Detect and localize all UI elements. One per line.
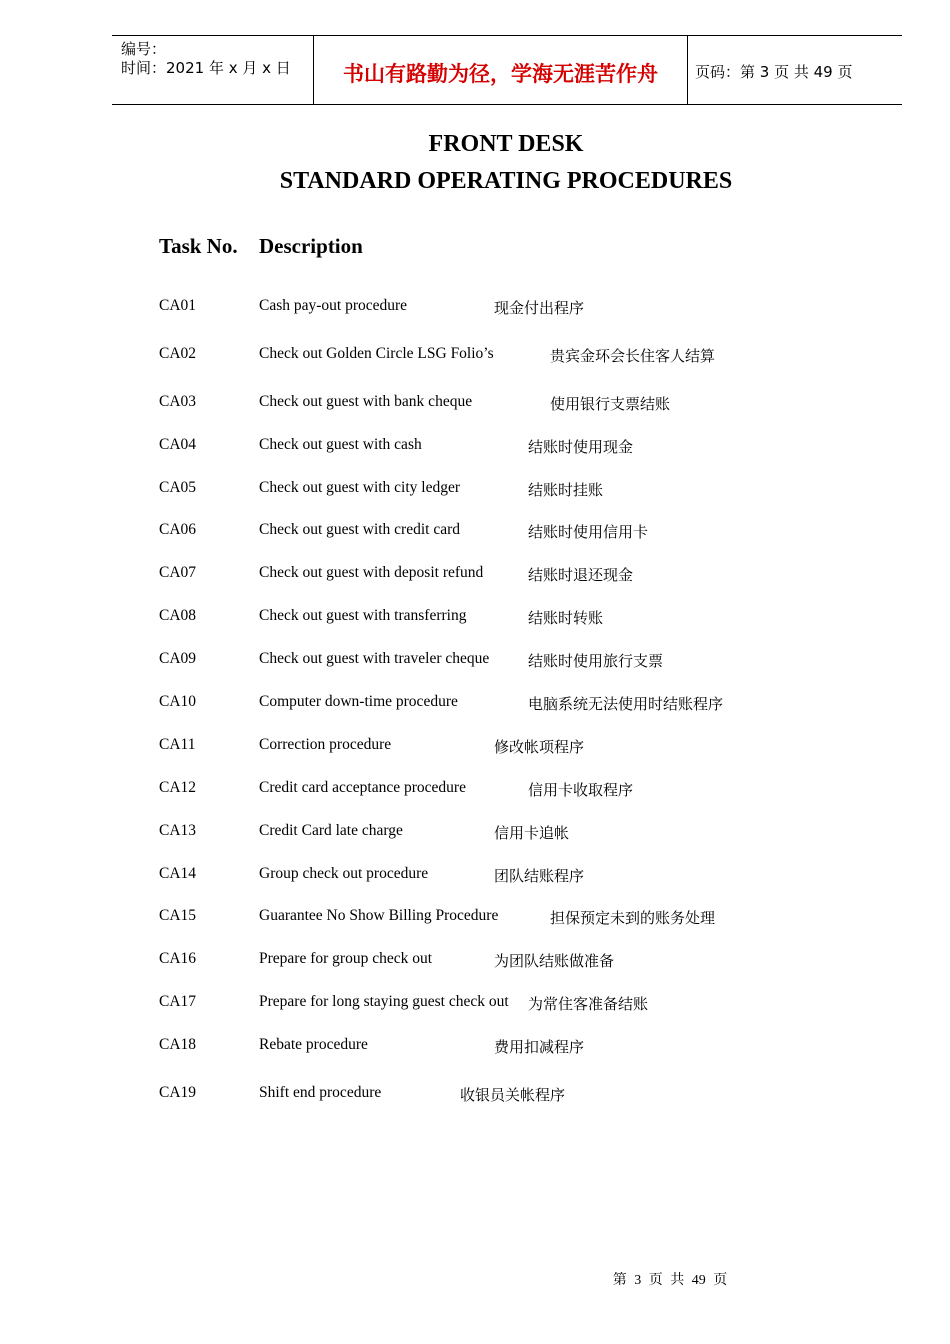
task-chinese-description: 为常住客准备结账 xyxy=(528,995,649,1013)
task-chinese-description: 信用卡收取程序 xyxy=(528,781,634,799)
task-row xyxy=(0,865,950,889)
task-row xyxy=(0,779,950,803)
task-number: CA02 xyxy=(159,345,197,362)
header-right-cell xyxy=(687,36,902,104)
task-number: CA15 xyxy=(159,907,197,924)
task-chinese-description: 结账时挂账 xyxy=(528,481,604,499)
task-chinese-description: 为团队结账做准备 xyxy=(494,952,615,970)
task-row xyxy=(0,736,950,760)
task-number: CA18 xyxy=(159,1036,197,1053)
task-description: Group check out procedure xyxy=(259,865,429,882)
task-description: Check out Golden Circle LSG Folio’s xyxy=(259,345,494,362)
task-chinese-description: 现金付出程序 xyxy=(494,299,585,317)
task-number: CA14 xyxy=(159,865,197,882)
task-number: CA10 xyxy=(159,693,197,710)
task-number: CA19 xyxy=(159,1084,197,1101)
task-chinese-description: 修改帐项程序 xyxy=(494,738,585,756)
task-description: Computer down-time procedure xyxy=(259,693,458,710)
task-number: CA13 xyxy=(159,822,197,839)
task-description: Prepare for long staying guest check out xyxy=(259,993,509,1010)
header-left-cell xyxy=(112,36,313,104)
task-description: Check out guest with cash xyxy=(259,436,422,453)
task-row xyxy=(0,479,950,503)
task-description: Guarantee No Show Billing Procedure xyxy=(259,907,499,924)
task-chinese-description: 结账时转账 xyxy=(528,609,604,627)
task-chinese-description: 团队结账程序 xyxy=(494,867,585,885)
task-description: Check out guest with deposit refund xyxy=(259,564,484,581)
task-description: Check out guest with credit card xyxy=(259,521,461,538)
task-number: CA04 xyxy=(159,436,197,453)
page-header xyxy=(112,35,902,105)
task-number: CA03 xyxy=(159,393,197,410)
task-chinese-description: 费用扣减程序 xyxy=(494,1038,585,1056)
description-heading: Description xyxy=(259,234,363,258)
task-description: Prepare for group check out xyxy=(259,950,433,967)
task-number: CA11 xyxy=(159,736,196,753)
task-number: CA09 xyxy=(159,650,197,667)
task-description: Check out guest with bank cheque xyxy=(259,393,473,410)
task-row xyxy=(0,564,950,588)
task-description: Check out guest with city ledger xyxy=(259,479,461,496)
task-row xyxy=(0,1084,950,1108)
task-chinese-description: 结账时使用现金 xyxy=(528,438,634,456)
header-page-number: 页码：第 3 页 共 49 页 xyxy=(695,63,853,81)
task-description: Check out guest with traveler cheque xyxy=(259,650,490,667)
task-number: CA08 xyxy=(159,607,197,624)
task-chinese-description: 电脑系统无法使用时结账程序 xyxy=(528,695,724,713)
task-chinese-description: 结账时使用旅行支票 xyxy=(528,652,664,670)
task-number-heading: Task No. xyxy=(159,234,238,258)
task-chinese-description: 使用银行支票结账 xyxy=(550,395,671,413)
task-row xyxy=(0,693,950,717)
task-row xyxy=(0,521,950,545)
task-chinese-description: 贵宾金环会长住客人结算 xyxy=(550,347,716,365)
task-row xyxy=(0,822,950,846)
task-number: CA12 xyxy=(159,779,197,796)
task-number: CA06 xyxy=(159,521,197,538)
task-number: CA16 xyxy=(159,950,197,967)
task-number: CA01 xyxy=(159,297,197,314)
serial-number-label: 编号： xyxy=(121,40,167,58)
header-middle-cell xyxy=(313,36,688,104)
task-chinese-description: 担保预定未到的账务处理 xyxy=(550,909,716,927)
task-row xyxy=(0,436,950,460)
task-number: CA05 xyxy=(159,479,197,496)
task-chinese-description: 信用卡追帐 xyxy=(494,824,570,842)
task-description: Rebate procedure xyxy=(259,1036,368,1053)
task-description: Check out guest with transferring xyxy=(259,607,467,624)
task-description: Cash pay-out procedure xyxy=(259,297,408,314)
date-label: 时间：2021 年 x 月 x 日 xyxy=(121,59,291,77)
task-row xyxy=(0,907,950,931)
task-row xyxy=(0,650,950,674)
task-chinese-description: 结账时退还现金 xyxy=(528,566,634,584)
task-row xyxy=(0,393,950,417)
document-title-line1: FRONT DESK xyxy=(428,131,584,157)
task-number: CA07 xyxy=(159,564,197,581)
task-chinese-description: 收银员关帐程序 xyxy=(460,1086,566,1104)
task-description: Shift end procedure xyxy=(259,1084,382,1101)
task-description: Correction procedure xyxy=(259,736,392,753)
task-description: Credit Card late charge xyxy=(259,822,403,839)
document-title-line2: STANDARD OPERATING PROCEDURES xyxy=(279,168,733,194)
task-row xyxy=(0,345,950,369)
task-number: CA17 xyxy=(159,993,197,1010)
task-row xyxy=(0,297,950,321)
task-chinese-description: 结账时使用信用卡 xyxy=(528,523,649,541)
header-motto: 书山有路勤为径，学海无涯苦作舟 xyxy=(343,62,658,86)
task-row xyxy=(0,993,950,1017)
task-row xyxy=(0,1036,950,1060)
task-row xyxy=(0,950,950,974)
task-description: Credit card acceptance procedure xyxy=(259,779,466,796)
task-row xyxy=(0,607,950,631)
page-footer: 第 3 页 共 49 页 xyxy=(612,1273,728,1288)
